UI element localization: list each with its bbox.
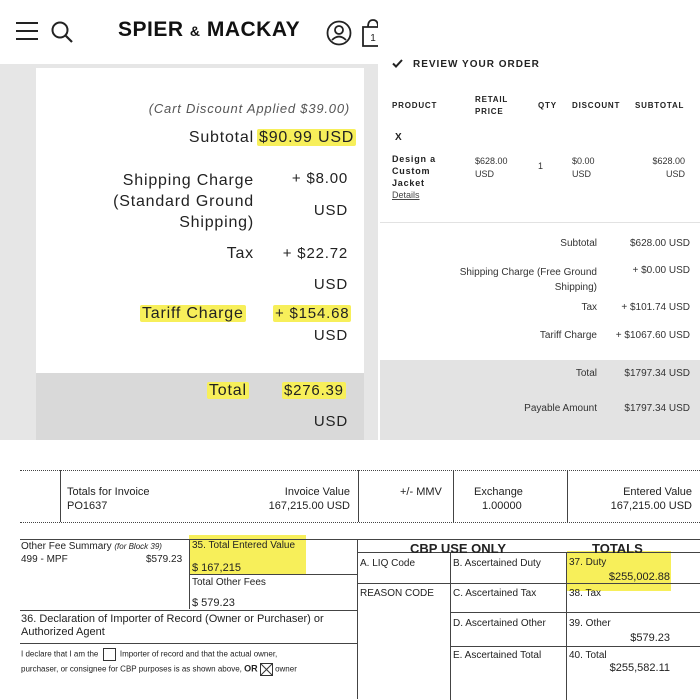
tariff-currency: USD — [313, 327, 348, 344]
line-discount: $0.00 USD — [572, 156, 595, 179]
retail-price: $628.00 USD — [475, 156, 508, 179]
block35-value: $ 167,215 — [192, 562, 241, 574]
mmv-label: +/- MMV — [400, 486, 442, 498]
other-value: $579.23 — [630, 632, 670, 644]
exchange-value: 1.00000 — [482, 500, 522, 512]
hamburger-menu-icon[interactable] — [16, 22, 38, 40]
mobile-header — [0, 0, 378, 64]
total-value: $1797.34 USD — [624, 368, 690, 379]
owner-checkbox-checked-icon[interactable] — [260, 663, 273, 676]
exchange-label: Exchange — [474, 486, 523, 498]
desktop-review-order-screenshot — [380, 45, 700, 440]
tax-currency: USD — [313, 276, 348, 293]
cbp-entry-summary-form — [0, 440, 700, 700]
total-other-fees-label: Total Other Fees — [192, 577, 266, 588]
ascertained-duty-label: B. Ascertained Duty — [453, 558, 541, 569]
col-qty: QTY — [538, 101, 557, 110]
total-value: $276.39 — [284, 382, 344, 399]
tax-value: + $101.74 USD — [621, 302, 690, 313]
tariff-value: + $154.68 — [275, 305, 350, 322]
col-retail: RETAIL — [475, 95, 509, 104]
ascertained-total-label: E. Ascertained Total — [453, 650, 542, 661]
duty-value: $255,002.88 — [608, 571, 670, 583]
subtotal-label: Subtotal — [188, 129, 254, 146]
mpf-label: 499 - MPF — [21, 554, 68, 565]
col-product: PRODUCT — [392, 101, 438, 110]
shipping-label: Shipping Charge (Free Ground Shipping) — [459, 267, 597, 293]
ascertained-other-label: D. Ascertained Other — [453, 618, 546, 629]
payable-value: $1797.34 USD — [624, 403, 690, 414]
brand-logo[interactable]: SPIER & MACKAY — [118, 18, 301, 41]
shipping-value: + $0.00 USD — [632, 265, 690, 276]
account-icon[interactable] — [326, 20, 352, 46]
checkmark-icon — [392, 59, 403, 68]
search-icon[interactable] — [50, 20, 74, 44]
shopping-bag-icon[interactable] — [360, 18, 378, 48]
ascertained-tax-label: C. Ascertained Tax — [453, 588, 537, 599]
total-value: $255,582.11 — [609, 662, 670, 674]
invoice-id: PO1637 — [67, 500, 108, 512]
shipping-label: Shipping Charge (Standard Ground Shipping) — [113, 172, 254, 231]
tariff-value: + $1067.60 USD — [615, 330, 690, 341]
declaration-line-2: purchaser, or consignee for CBP purposes is as shown above, OR owner — [21, 663, 297, 676]
remove-item-button[interactable]: X — [395, 132, 403, 143]
reason-code-label: REASON CODE — [360, 588, 434, 599]
duty-label: 37. Duty — [569, 557, 607, 568]
mobile-checkout-screenshot — [0, 0, 378, 440]
entered-value: 167,215.00 USD — [610, 500, 692, 512]
review-order-title: REVIEW YOUR ORDER — [413, 59, 540, 70]
totals-heading: TOTALS — [592, 541, 643, 556]
total-label: 40. Total — [569, 650, 607, 661]
tax-label: 38. Tax — [569, 588, 602, 599]
total-label: Total — [575, 368, 597, 379]
subtotal-label: Subtotal — [560, 238, 597, 249]
liq-code-label: A. LIQ Code — [360, 558, 416, 569]
shipping-currency: USD — [313, 202, 348, 219]
svg-text:1: 1 — [370, 33, 376, 44]
totals-for-invoice-label: Totals for Invoice — [67, 486, 150, 498]
col-price: PRICE — [475, 107, 504, 116]
cbp-use-only-heading: CBP USE ONLY — [410, 541, 507, 556]
details-link[interactable]: Details — [392, 190, 420, 200]
block35-label: 35. Total Entered Value — [192, 540, 296, 551]
total-label: Total — [209, 382, 247, 399]
tax-label: Tax — [226, 245, 254, 262]
declaration-heading: 36. Declaration of Importer of Record (Owner or Purchaser) or Authorized Agent — [21, 613, 324, 638]
invoice-value: 167,215.00 USD — [268, 500, 350, 512]
invoice-value-label: Invoice Value — [284, 486, 350, 498]
tax-value: + $22.72 — [282, 245, 348, 262]
mpf-value: $579.23 — [146, 554, 183, 565]
tariff-label: Tariff Charge — [142, 305, 244, 322]
total-other-fees-value: $ 579.23 — [192, 597, 235, 609]
tax-label: Tax — [581, 302, 597, 313]
subtotal-value: $90.99 USD — [259, 129, 355, 146]
total-currency: USD — [313, 413, 348, 430]
other-fee-summary-label: Other Fee Summary (for Block 39) — [21, 541, 162, 552]
entered-value-label: Entered Value — [623, 486, 692, 498]
tariff-label: Tariff Charge — [539, 330, 597, 341]
declaration-line-1: I declare that I am the Importer of record and that the actual owner, — [21, 648, 277, 661]
importer-checkbox[interactable] — [103, 648, 116, 661]
cart-discount-note: (Cart Discount Applied $39.00) — [148, 101, 350, 116]
divider — [380, 222, 700, 223]
col-discount: DISCOUNT — [572, 101, 621, 110]
other-label: 39. Other — [569, 618, 611, 629]
product-name: Design a Custom Jacket — [392, 154, 436, 188]
subtotal-value: $628.00 USD — [629, 238, 690, 249]
payable-label: Payable Amount — [524, 403, 597, 414]
col-subtotal: SUBTOTAL — [635, 101, 685, 110]
line-subtotal: $628.00 USD — [652, 156, 685, 179]
quantity: 1 — [538, 161, 544, 171]
shipping-value: + $8.00 — [291, 170, 348, 187]
